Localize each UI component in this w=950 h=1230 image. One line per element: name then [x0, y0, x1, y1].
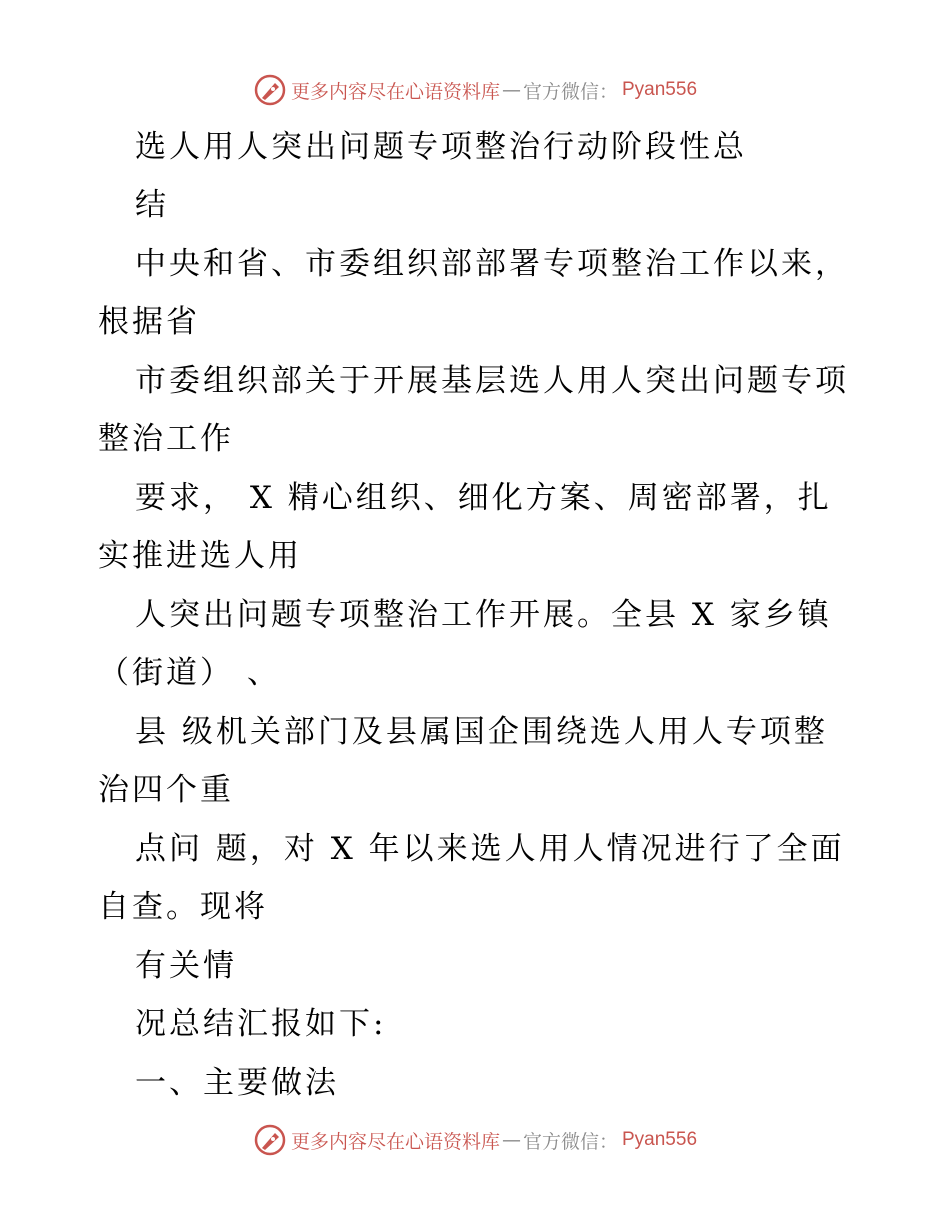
section-heading: 一、主要做法 [135, 1065, 339, 1101]
paragraph-line: 有关情 [135, 948, 237, 984]
paragraph-line: 治四个重 [98, 772, 234, 808]
paragraph-line: 自查。现将 [98, 889, 268, 925]
watermark-separator: — [501, 79, 521, 101]
paragraph-line: 市委组织部关于开展基层选人用人突出问题专项 [135, 363, 849, 399]
watermark-contact-label: 官方微信： [522, 80, 618, 103]
watermark-handle: Pyan556 [622, 1129, 698, 1150]
paragraph-line: 要求， X 精心组织、细化方案、周密部署，扎 [135, 480, 832, 516]
document-title-line-2: 结 [135, 187, 169, 223]
watermark-brand-text: 更多内容尽在心语资料库 [290, 80, 500, 103]
paragraph-line: 中央和省、市委组织部部署专项整治工作以来， [135, 246, 849, 282]
paragraph-line: 整治工作 [98, 421, 234, 457]
document-title-line-1: 选人用人突出问题专项整治行动阶段性总 [135, 129, 747, 165]
paragraph-line: 实推进选人用 [98, 538, 302, 574]
watermark-brand-text: 更多内容尽在心语资料库 [290, 1130, 500, 1153]
paragraph-line: 点问 题，对 X 年以来选人用人情况进行了全面 [135, 831, 845, 867]
pen-nib-logo-icon [253, 1123, 287, 1157]
watermark-contact-label: 官方微信： [522, 1130, 618, 1153]
paragraph-line: （街道） 、 [98, 655, 281, 691]
paragraph-line: 县 级机关部门及县属国企围绕选人用人专项整 [135, 714, 828, 750]
watermark-separator: — [501, 1129, 521, 1151]
pen-nib-logo-icon [253, 73, 287, 107]
header-watermark [0, 70, 950, 110]
footer-watermark [0, 1120, 950, 1160]
paragraph-line: 况总结汇报如下: [135, 1006, 387, 1042]
watermark-handle: Pyan556 [622, 79, 698, 100]
paragraph-line: 人突出问题专项整治工作开展。全县 X 家乡镇 [135, 597, 832, 633]
paragraph-line: 根据省 [98, 304, 200, 340]
